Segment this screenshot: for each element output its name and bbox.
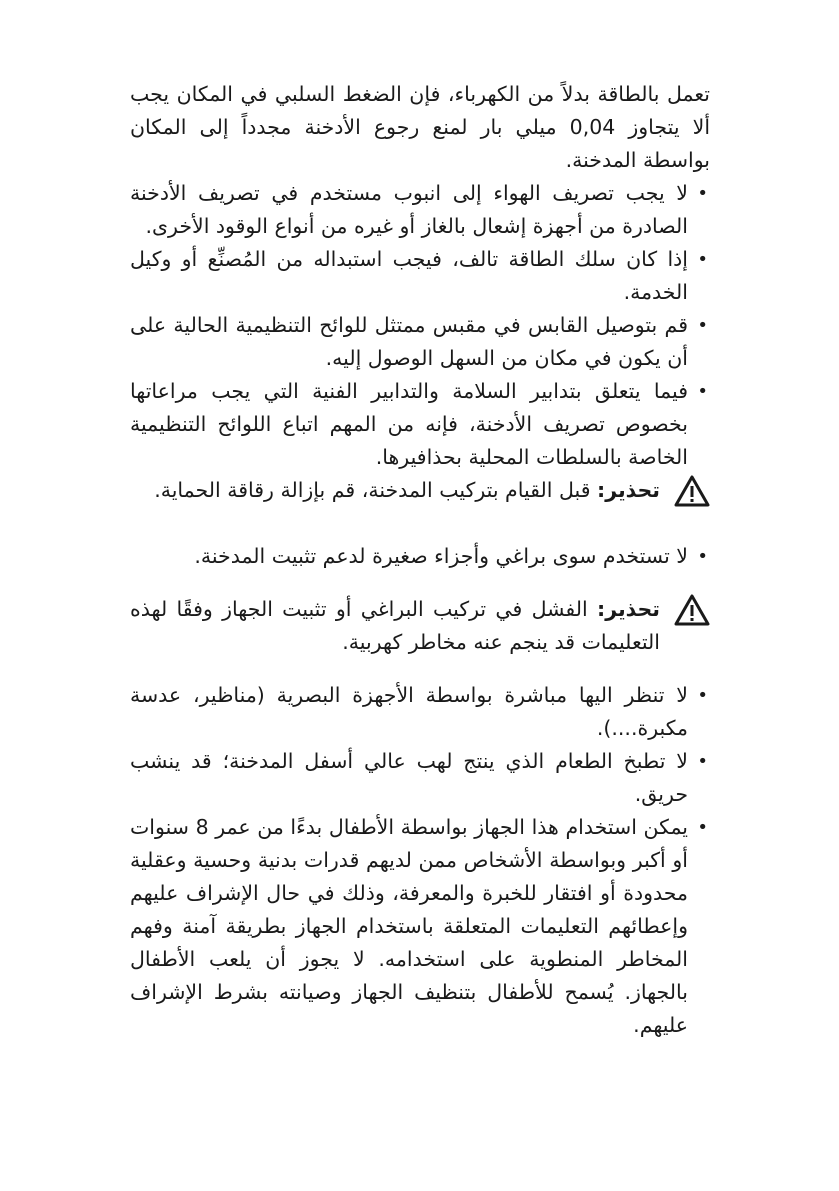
bullet-dot: • — [697, 817, 708, 838]
bullet-dot: • — [697, 183, 708, 204]
bullet-text: فيما يتعلق بتدابير السلامة والتدابير الفنية التي يجب مراعاتها بخصوص تصريف الأدخنة، فإنه من المهم اتباع اللوائح التنظيمية الخاصة بالسلطات المحلية بحذافيرها. — [130, 379, 688, 469]
instructions-page — [130, 78, 710, 1042]
bullet-optical-devices — [130, 679, 710, 745]
bullet-dot: • — [697, 249, 708, 270]
bullet-exhaust-air — [130, 177, 710, 243]
bullet-text: لا تستخدم سوى براغي وأجزاء صغيرة لدعم تثبيت المدخنة. — [194, 544, 688, 568]
bullet-dot: • — [697, 685, 708, 706]
bullet-text: يمكن استخدام هذا الجهاز بواسطة الأطفال بدءًا من عمر 8 سنوات أو أكبر وبواسطة الأشخاص ممن لديهم قدرات بدنية وحسية وعقلية محدودة أو افتقار للخبرة والمعرفة، وذلك في حال الإشراف عليهم وإعطائهم التعليمات المتعلقة باستخدام الجهاز بطريقة آمنة وفهم المخاطر المنطوية على استخدامه. لا يجوز أن يلعب الأطفال بالجهاز. يُسمح للأطفال بتنظيف الجهاز وصيانته بشرط الإشراف عليهم. — [130, 815, 689, 1037]
bullet-text: لا تنظر اليها مباشرة بواسطة الأجهزة البصرية (مناظير، عدسة مكبرة....). — [130, 683, 688, 740]
warning-electrical-hazard — [130, 593, 710, 659]
warning-triangle-icon — [674, 594, 710, 626]
bullet-text: لا تطبخ الطعام الذي ينتج لهب عالي أسفل المدخنة؛ قد ينشب حريق. — [130, 749, 688, 806]
bullet-flame-cooking — [130, 745, 710, 811]
bullet-dot: • — [697, 751, 708, 772]
bullet-children-usage — [130, 811, 710, 1042]
bullet-safety-regulations — [130, 375, 710, 474]
warning-label: تحذير: — [597, 478, 660, 502]
warning-protective-film — [130, 474, 710, 507]
bullet-dot: • — [697, 546, 708, 567]
bullet-dot: • — [697, 315, 708, 336]
bullet-screws — [130, 540, 710, 573]
bullet-text: لا يجب تصريف الهواء إلى انبوب مستخدم في تصريف الأدخنة الصادرة من أجهزة إشعال بالغاز أو غيره من أنواع الوقود الأخرى. — [130, 181, 688, 238]
warning-text: قبل القيام بتركيب المدخنة، قم بإزالة رقاقة الحماية. — [154, 478, 598, 502]
bullet-plug — [130, 309, 710, 375]
intro-paragraph: تعمل بالطاقة بدلاً من الكهرباء، فإن الضغط السلبي في المكان يجب ألا يتجاوز 0,04 ميلي بار لمنع رجوع الأدخنة مجدداً إلى المكان بواسطة المدخنة. — [130, 82, 711, 172]
warning-triangle-icon — [674, 475, 710, 507]
bullet-power-cord — [130, 243, 710, 309]
bullet-text: إذا كان سلك الطاقة تالف، فيجب استبداله من المُصنِّع أو وكيل الخدمة. — [130, 247, 688, 304]
bullet-dot: • — [697, 381, 708, 402]
warning-label: تحذير: — [597, 597, 660, 621]
bullet-text: قم بتوصيل القابس في مقبس ممتثل للوائح التنظيمية الحالية على أن يكون في مكان من السهل الوصول إليه. — [130, 313, 688, 370]
warning-text: الفشل في تركيب البراغي أو تثبيت الجهاز وفقًا لهذه التعليمات قد ينجم عنه مخاطر كهربية. — [130, 597, 660, 654]
